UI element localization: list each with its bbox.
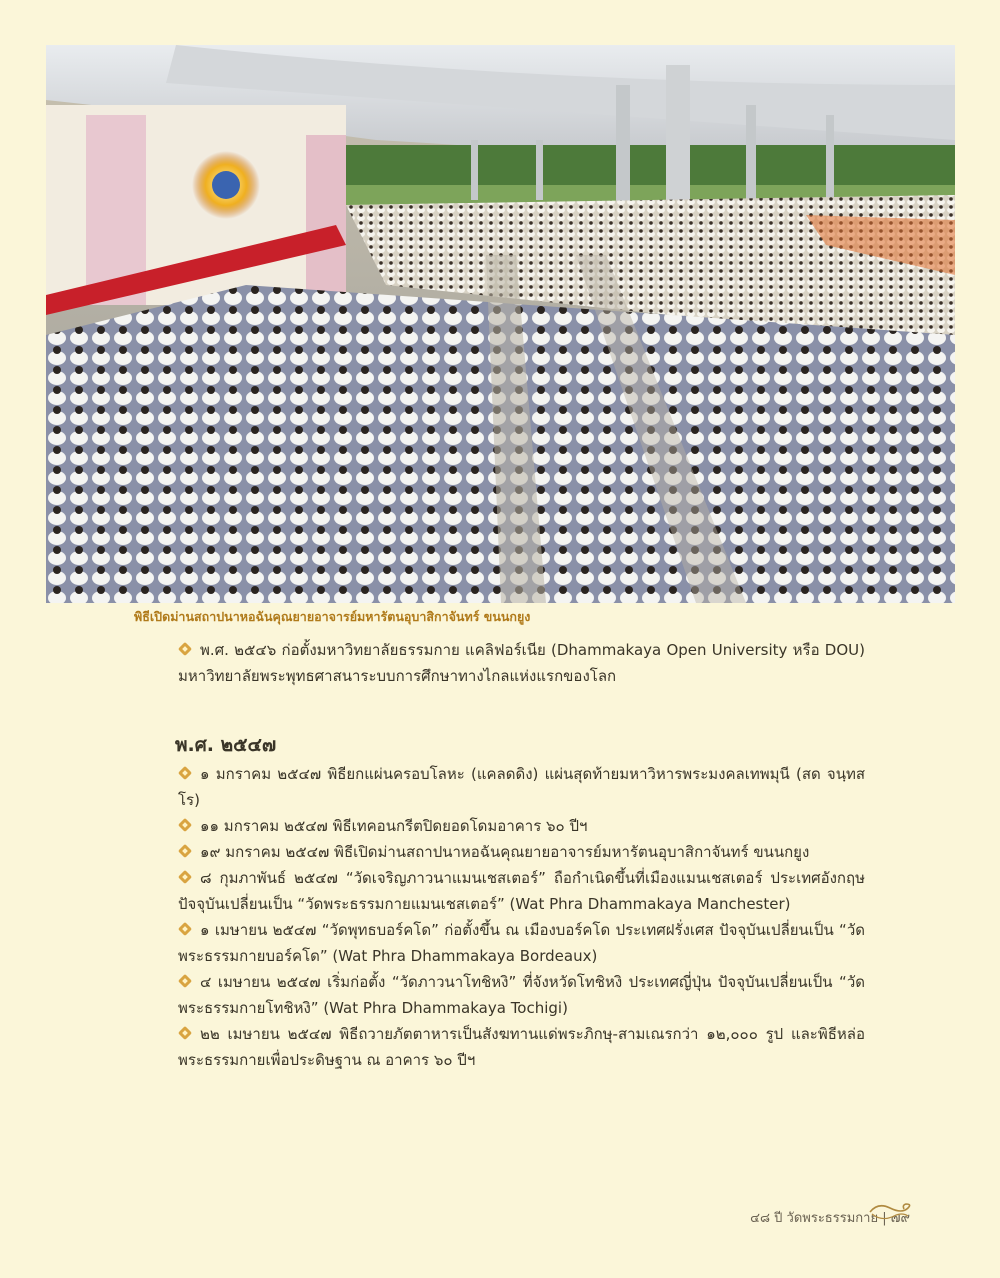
list-item-text: ๔ เมษายน ๒๕๔๗ เริ่มก่อตั้ง “วัดภาวนาโทชิหงิ” ที่จังหวัดโทชิหงิ ประเทศญี่ปุ่น ปัจจุบันเปลี่ยนเป็น “วัดพระธรรมกายโทชิหงิ” (Wat Phra Dhammakaya Tochigi) — [178, 973, 865, 1017]
photo-caption: พิธีเปิดม่านสถาปนาหอฉันคุณยายอาจารย์มหารัตนอุบาสิกาจันทร์ ขนนกยูง — [134, 609, 531, 624]
diamond-bullet-icon — [178, 870, 192, 884]
list-item-text: ๑๑ มกราคม ๒๕๔๗ พิธีเทคอนกรีตปิดยอดโดมอาคาร ๖๐ ปีฯ — [200, 817, 588, 835]
intro-text: พ.ศ. ๒๕๔๖ ก่อตั้งมหาวิทยาลัยธรรมกาย แคลิฟอร์เนีย (Dhammakaya Open University หรือ DOU) มหาวิทยาลัยพระพุทธศาสนาระบบการศึกษาทางไกลแห่งแรกของโลก — [178, 641, 865, 685]
diamond-bullet-icon — [178, 766, 192, 780]
list-item — [134, 839, 865, 865]
section-heading: พ.ศ. ๒๕๔๗ — [175, 734, 277, 756]
list-item-text: ๑ มกราคม ๒๕๔๗ พิธียกแผ่นครอบโลหะ (แคลดดิง) แผ่นสุดท้ายมหาวิหารพระมงคลเทพมุนี (สด จนฺทสโร) — [178, 765, 865, 809]
page-footer: ๔๘ ปี วัดพระธรรมกาย | ๗๙ — [750, 1211, 910, 1226]
list-item — [134, 761, 865, 813]
diamond-bullet-icon — [178, 818, 192, 832]
list-item — [134, 865, 865, 917]
diamond-bullet-icon — [178, 1026, 192, 1040]
intro-item — [134, 637, 865, 689]
intro-paragraph — [134, 637, 865, 689]
list-item-text: ๑๙ มกราคม ๒๕๔๗ พิธีเปิดม่านสถาปนาหอฉันคุณยายอาจารย์มหารัตนอุบาสิกาจันทร์ ขนนกยูง — [200, 843, 810, 861]
list-item-text: ๘ กุมภาพันธ์ ๒๕๔๗ “วัดเจริญภาวนาแมนเชสเตอร์” ถือกำเนิดขึ้นที่เมืองแมนเชสเตอร์ ประเทศอังกฤษ ปัจจุบันเปลี่ยนเป็น “วัดพระธรรมกายแมนเชสเตอร์” (Wat Phra Dhammakaya Manchester) — [178, 869, 865, 913]
list-item — [134, 969, 865, 1021]
diamond-bullet-icon — [178, 922, 192, 936]
section-list — [134, 761, 865, 1073]
list-item-text: ๒๒ เมษายน ๒๕๔๗ พิธีถวายภัตตาหารเป็นสังฆทานแด่พระภิกษุ-สามเณรกว่า ๑๒,๐๐๐ รูป และพิธีหล่อพระธรรมกายเพื่อประดิษฐาน ณ อาคาร ๖๐ ปีฯ — [178, 1025, 865, 1069]
diamond-bullet-icon — [178, 844, 192, 858]
diamond-bullet-icon — [178, 642, 192, 656]
ceremony-photo — [46, 45, 955, 603]
diamond-bullet-icon — [178, 974, 192, 988]
list-item — [134, 917, 865, 969]
list-item-text: ๑ เมษายน ๒๕๔๗ “วัดพุทธบอร์คโด” ก่อตั้งขึ้น ณ เมืองบอร์คโด ประเทศฝรั่งเศส ปัจจุบันเปลี่ยนเป็น “วัดพระธรรมกายบอร์คโด” (Wat Phra Dhammakaya Bordeaux) — [178, 921, 865, 965]
ceremony-photo-image — [46, 45, 955, 603]
scroll-ornament-icon — [868, 1200, 912, 1224]
list-item — [134, 813, 865, 839]
list-item — [134, 1021, 865, 1073]
